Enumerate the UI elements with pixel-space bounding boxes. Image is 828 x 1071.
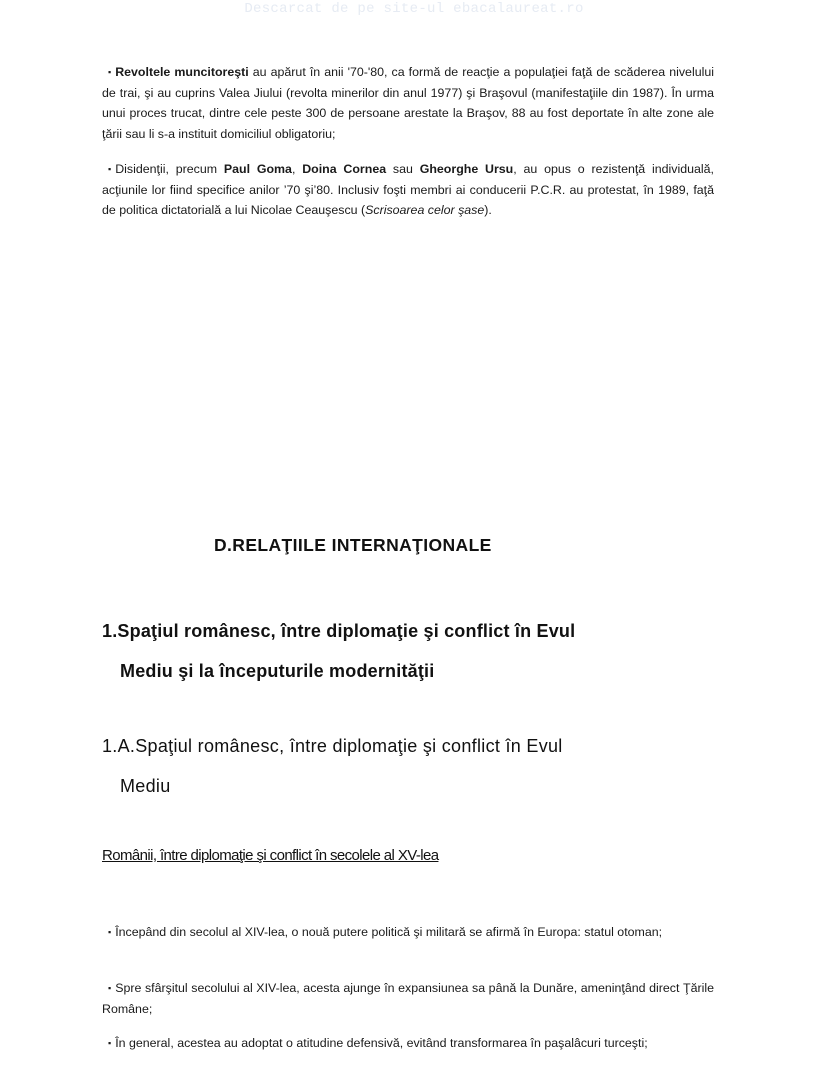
chapter-title [102, 611, 722, 691]
paragraph-text: ). [484, 203, 492, 217]
bullet-icon: ▪ [108, 164, 112, 174]
paragraph-dissidents [102, 159, 714, 221]
paragraph-text: Spre sfârşitul secolului al XIV-lea, acesta ajunge în expansiunea sa până la Dunăre, ameninţând direct Ţările Române; [102, 981, 714, 1016]
person-name: Paul Goma [223, 162, 292, 176]
paragraph-text: au apărut în anii '70-'80, ca formă de reacţie a populaţiei faţă de scăderea nivelului de trai, şi au cuprins Valea Jiului (revolta minerilor din anul 1977) şi Braşovul (manifestaţiile din 1987). În urma unui proces trucat, dintre cele peste 300 de persoane arestate la Braşov, 88 au fost deportate în alte zone ale ţării sau li s-a instituit domiciliul obligatoriu; [102, 65, 714, 141]
bullet-icon: ▪ [108, 67, 112, 77]
separator: , [291, 162, 303, 176]
bold-term: Revoltele muncitoreşti [115, 65, 249, 79]
chapter-title-line2: Mediu şi la începuturile modernităţii [120, 661, 435, 681]
topic-title: Românii, între diplomaţie şi conflict în secolele al XV-lea [102, 847, 439, 864]
paragraph-text: Disidenţii, precum [115, 162, 224, 176]
subchapter-title [102, 726, 722, 806]
subchapter-title-line1: 1.A.Spaţiul românesc, între diplomaţie şi conflict în Evul [102, 736, 563, 756]
paragraph-text: Începând din secolul al XIV-lea, o nouă putere politică şi militară se afirmă în Europa: statul otoman; [115, 925, 663, 939]
paragraph-text: În general, acestea au adoptat o atitudine defensivă, evitând transformarea în paşalâcuri turceşti; [115, 1036, 648, 1050]
paragraph-workers-revolts [102, 62, 714, 144]
chapter-title-line1: 1.Spaţiul românesc, între diplomaţie şi conflict în Evul [102, 621, 576, 641]
paragraph-defensive-attitude [102, 1033, 714, 1054]
paragraph-ottoman-rise [102, 922, 714, 943]
bullet-icon: ▪ [108, 1038, 112, 1048]
person-name: Gheorghe Ursu [419, 162, 514, 176]
subchapter-title-line2: Mediu [120, 776, 171, 796]
section-title: D.RELAŢIILE INTERNAŢIONALE [214, 535, 492, 555]
bullet-icon: ▪ [108, 983, 112, 993]
watermark: Descarcat de pe site-ul ebacalaureat.ro [244, 1, 584, 17]
italic-title: Scrisoarea celor şase [365, 203, 485, 217]
bullet-icon: ▪ [108, 927, 112, 937]
separator: sau [386, 162, 420, 176]
paragraph-text: , au opus o rezistenţă individuală, acţiunile lor fiind specifice anilor ’70 şi’80. Inclusiv foşti membri ai conducerii P.C.R. au protestat, în 1989, faţă de politica dictatorială a lui Nicolae Ceauşescu ( [102, 162, 714, 217]
paragraph-ottoman-danube [102, 978, 714, 1019]
person-name: Doina Cornea [302, 162, 387, 176]
